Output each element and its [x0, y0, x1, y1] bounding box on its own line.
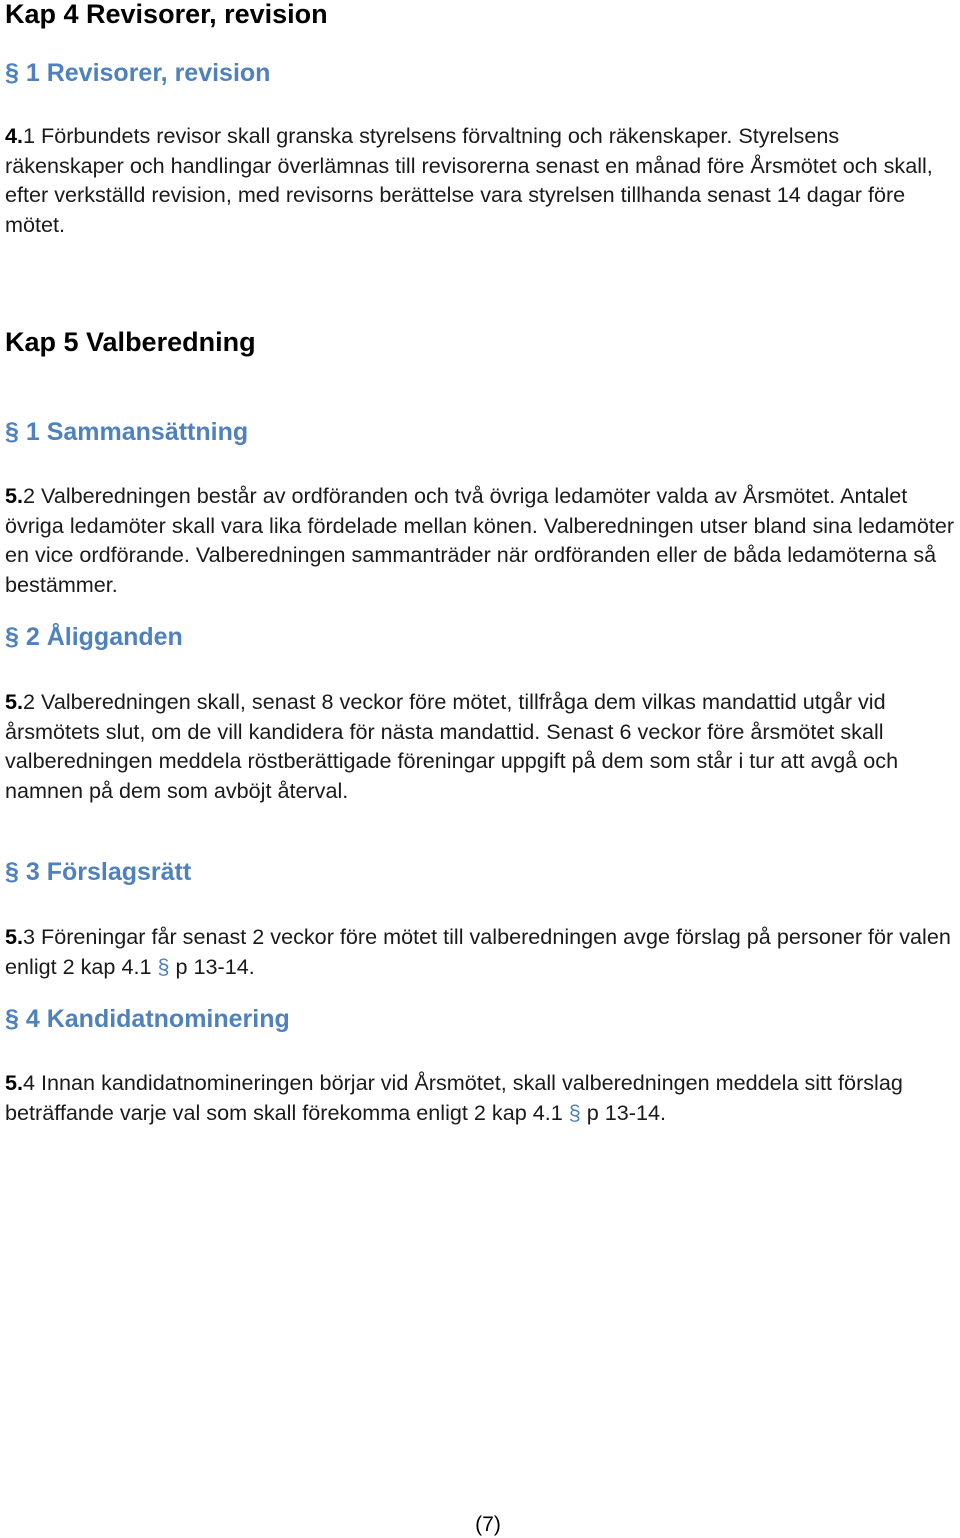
paragraph-text: Valberedningen skall, senast 8 veckor före mötet, tillfråga dem vilkas mandattid utgår vid årsmötets slut, om de vill kandidera för nästa mandattid. Senast 6 veckor före årsmötet skall valberedningen meddela röstberättigade föreningar uppgift på dem som står i tur att avgå och namnen på dem som avböjt återval. — [5, 689, 899, 803]
chapter-title-kap4: Kap 4 Revisorer, revision — [5, 0, 328, 29]
paragraph-number: 5. — [5, 689, 24, 714]
paragraph-5-2-sammansattning: 5.2 Valberedningen består av ordföranden och två övriga ledamöter valda av Årsmötet. Antalet övriga ledamöter skall vara lika fördelade mellan könen. Valberedningen utser bland sina ledamöter en vice ordförande. Valberedningen sammanträder när ordföranden eller de båda ledamöterna så bestämmer. — [5, 483, 955, 597]
paragraph-sign-icon: § — [5, 623, 19, 651]
paragraph-text: Förbundets revisor skall granska styrelsens förvaltning och räkenskaper. Styrelsens räkenskaper och handlingar överlämnas till revisorerna senast en månad före Årsmötet och skall, efter verkställd revision, med revisorns berättelse vara styrelsen tillhanda senast 14 dagar före mötet. — [5, 123, 933, 237]
page-footer — [0, 1512, 960, 1538]
paragraph-5-3: 5.3 Föreningar får senast 2 veckor före mötet till valberedningen avge förslag på personer för valen enligt 2 kap 4.1 § p 13-14. — [5, 924, 951, 979]
paragraph-number: 5. — [5, 483, 24, 508]
paragraph-text: Valberedningen består av ordföranden och två övriga ledamöter valda av Årsmötet. Antalet övriga ledamöter skall vara lika fördelade mellan könen. Valberedningen utser bland sina ledamöter en vice ordförande. Valberedningen sammanträder när ordföranden eller de båda ledamöterna så bestämmer. — [5, 483, 955, 597]
paragraph-number: 5. — [5, 924, 24, 949]
paragraph-sign-icon: § — [5, 858, 19, 886]
section-heading-label: 1 Sammansättning — [25, 418, 249, 446]
section-heading-kandidatnominering — [5, 1004, 290, 1034]
section-heading-label: 3 Förslagsrätt — [25, 858, 192, 886]
section-heading-revisorer — [5, 58, 270, 88]
paragraph-sign-icon: § — [5, 418, 19, 446]
paragraph-5-2-aligganden: 5.2 Valberedningen skall, senast 8 veckor före mötet, tillfråga dem vilkas mandattid utgår vid årsmötets slut, om de vill kandidera för nästa mandattid. Senast 6 veckor före årsmötet skall valberedningen meddela röstberättigade föreningar uppgift på dem som står i tur att avgå och namnen på dem som avböjt återval. — [5, 689, 899, 803]
paragraph-number: 4. — [5, 123, 24, 148]
section-heading-sammansattning — [5, 417, 248, 447]
section-heading-aligganden — [5, 622, 183, 652]
chapter-title-kap5: Kap 5 Valberedning — [5, 327, 256, 357]
paragraph-sign-icon: § — [157, 953, 170, 979]
paragraph-sign-icon: § — [5, 59, 19, 87]
paragraph-sign-icon: § — [5, 1005, 19, 1033]
section-heading-forslagsratt — [5, 857, 191, 887]
paragraph-text: Innan kandidatnomineringen börjar vid Årsmötet, skall valberedningen meddela sitt förslag beträffande varje val som skall förekomma enligt 2 kap 4.1 — [5, 1070, 903, 1125]
paragraph-text-end: p 13-14. — [169, 953, 255, 979]
paragraph-4-1: 4.1 Förbundets revisor skall granska styrelsens förvaltning och räkenskaper. Styrelsens räkenskaper och handlingar överlämnas till revisorerna senast en månad före Årsmötet och skall, efter verkställd revision, med revisorns berättelse vara styrelsen tillhanda senast 14 dagar före mötet. — [5, 123, 933, 237]
page-number: (7) — [475, 1513, 501, 1536]
paragraph-number: 5. — [5, 1070, 24, 1095]
paragraph-sign-icon: § — [568, 1099, 581, 1125]
section-heading-label: 4 Kandidatnominering — [25, 1005, 290, 1033]
paragraph-text: Föreningar får senast 2 veckor före mötet till valberedningen avge förslag på personer för valen enligt 2 kap 4.1 — [5, 924, 951, 979]
section-heading-label: 2 Åligganden — [25, 623, 183, 651]
paragraph-5-4: 5.4 Innan kandidatnomineringen börjar vid Årsmötet, skall valberedningen meddela sitt förslag beträffande varje val som skall förekomma enligt 2 kap 4.1 § p 13-14. — [5, 1070, 903, 1125]
section-heading-label: 1 Revisorer, revision — [25, 59, 271, 87]
paragraph-text-end: p 13-14. — [580, 1099, 666, 1125]
